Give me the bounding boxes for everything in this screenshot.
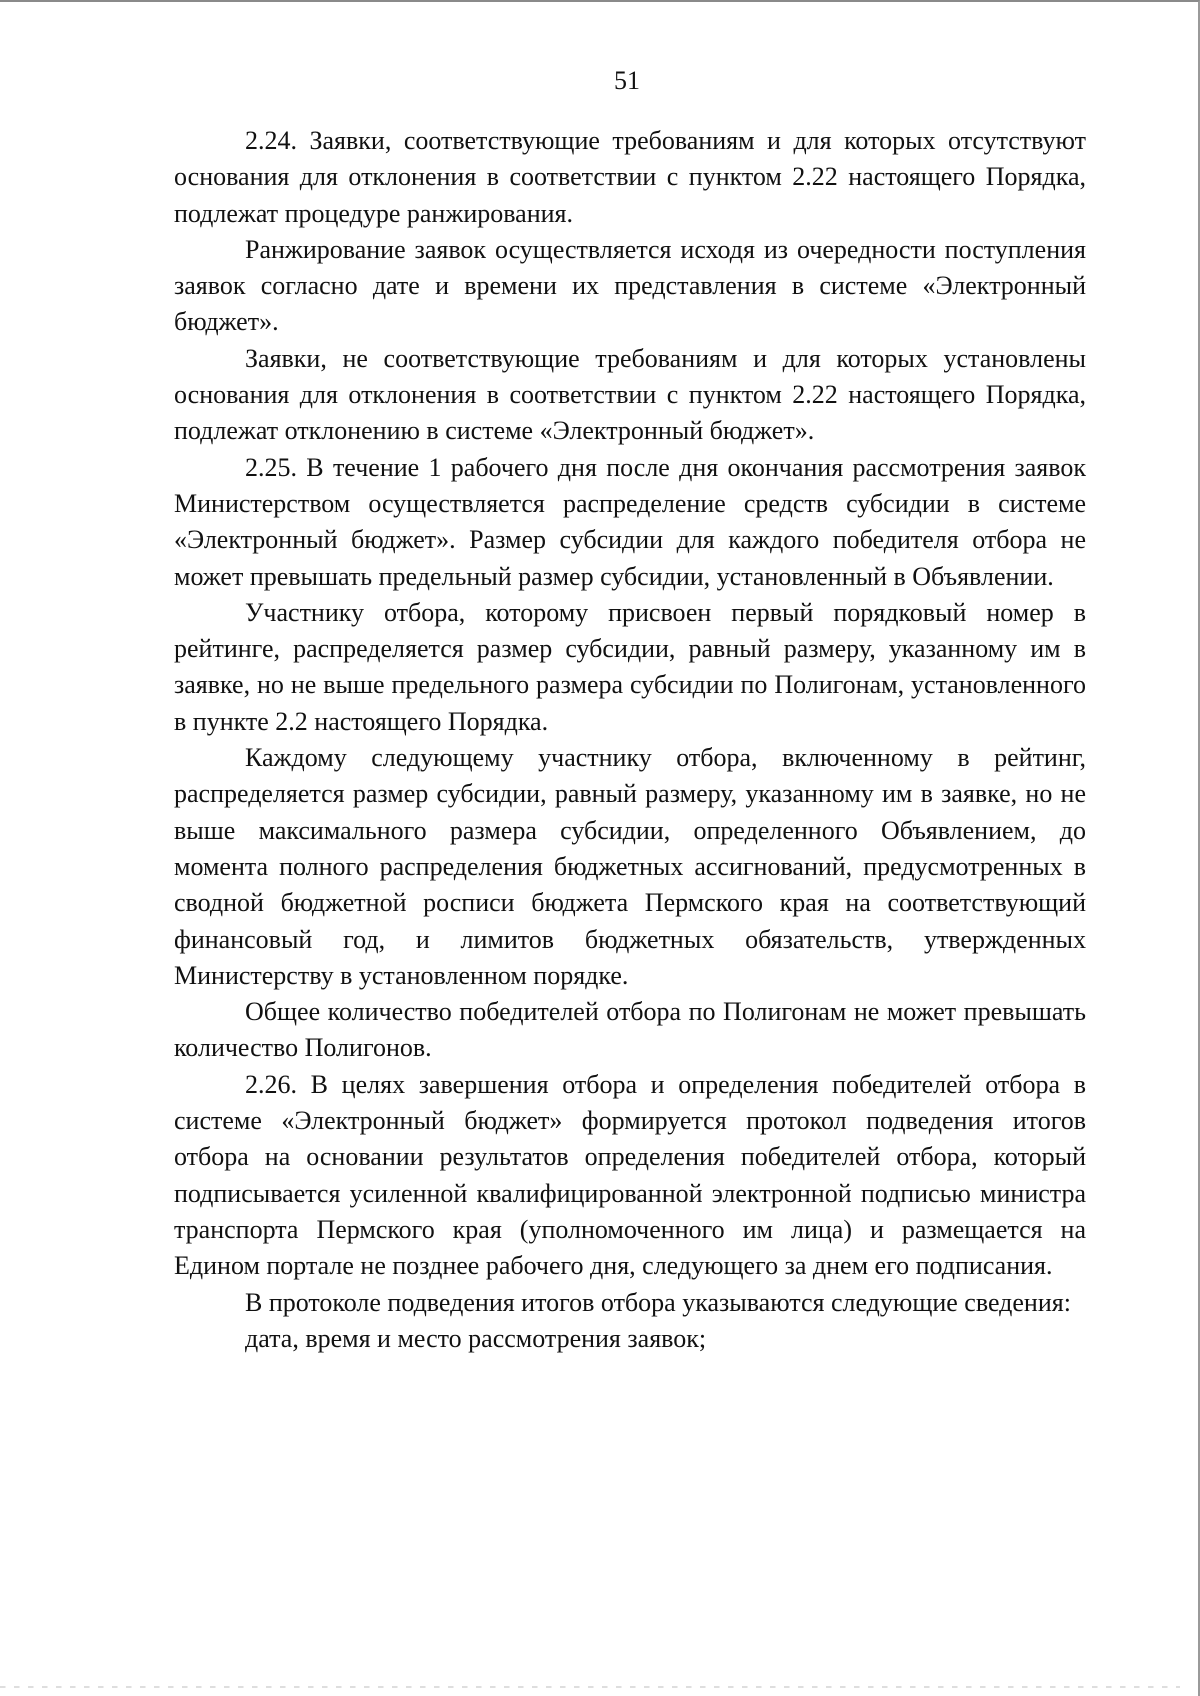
scan-artifact-line [0,1686,1180,1688]
page-number: 51 [614,66,640,95]
paragraph-2-24: 2.24. Заявки, соответствующие требованиям и для которых отсутствуют основания для отклонения в соответствии с пунктом 2.22 настоящего Порядка, подлежат процедуре ранжирования. [174,126,1086,228]
paragraph-next-participant: Каждому следующему участнику отбора, включенному в рейтинг, распределяется размер субсидии, равный размеру, указанному им в заявке, но не выше максимального размера субсидии, определенного Объявлением, до момента полного распределения бюджетных ассигнований, предусмотренных в сводной бюджетной росписи бюджета Пермского края на соответствующий финансовый год, и лимитов бюджетных обязательств, утвержденных Министерству в установленном порядке. [174,743,1086,990]
paragraph-winners-count: Общее количество победителей отбора по Полигонам не может превышать количество Полигонов. [174,997,1086,1063]
paragraph-date-time-place: дата, время и место рассмотрения заявок; [245,1323,707,1353]
paragraph-ranking: Ранжирование заявок осуществляется исходя из очередности поступления заявок согласно дате и времени их представления в системе «Электронный бюджет». [174,234,1086,337]
paragraph-first-participant: Участнику отбора, которому присвоен первый порядковый номер в рейтинге, распределяется размер субсидии, равный размеру, указанному им в заявке, но не выше предельного размера субсидии по Полигонам, установленного в пункте 2.2 настоящего Порядка. [174,597,1086,736]
document-body [174,123,1086,1357]
paragraph-rejection: Заявки, не соответствующие требованиям и для которых установлены основания для отклонения в соответствии с пунктом 2.22 настоящего Порядка, подлежат отклонению в системе «Электронный бюджет». [174,343,1086,446]
paragraph-2-25: 2.25. В течение 1 рабочего дня после дня окончания рассмотрения заявок Министерством осуществляется распределение средств субсидии в системе «Электронный бюджет». Размер субсидии для каждого победителя отбора не может превышать предельный размер субсидии, установленный в Объявлении. [174,452,1086,591]
paragraph-2-26: 2.26. В целях завершения отбора и определения победителей отбора в системе «Электронный бюджет» формируется протокол подведения итогов отбора на основании результатов определения победителей отбора, который подписывается усиленной квалифицированной электронной подписью министра транспорта Пермского края (уполномоченного им лица) и размещается на Едином портале не позднее рабочего дня, следующего за днем его подписания. [174,1069,1086,1281]
paragraph-protocol-info: В протоколе подведения итогов отбора указываются следующие сведения: [245,1287,1071,1317]
